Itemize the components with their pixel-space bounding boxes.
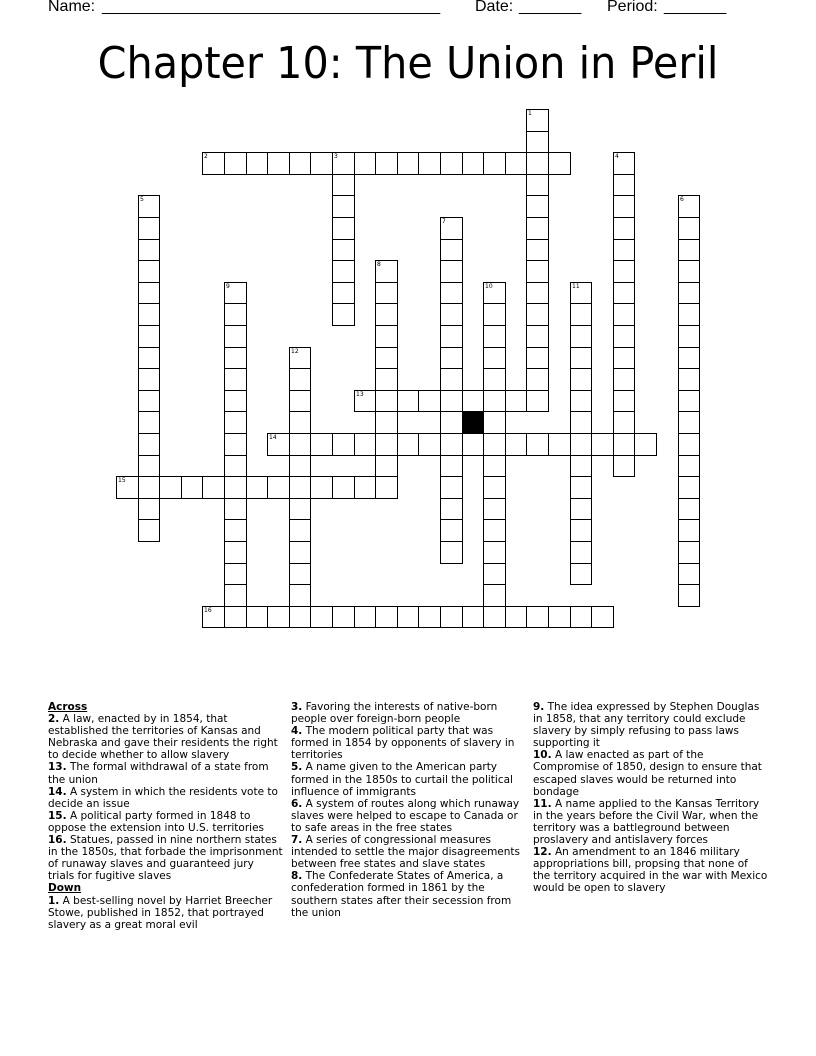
crossword-cell[interactable] (138, 195, 160, 218)
crossword-cell[interactable] (613, 433, 635, 456)
crossword-cell[interactable] (613, 174, 635, 196)
crossword-cell[interactable] (246, 152, 268, 175)
crossword-cell[interactable] (138, 433, 160, 456)
clue-text: A best-selling novel by Harriet Breecher Stowe, published in 1852, that portrayed slavery as a great moral evil (48, 894, 273, 931)
crossword-cell[interactable] (224, 541, 247, 564)
crossword-cell[interactable] (138, 239, 160, 261)
crossword-cell[interactable] (310, 433, 333, 456)
crossword-cell[interactable] (332, 260, 355, 283)
crossword-cell[interactable] (570, 347, 592, 369)
crossword-cell[interactable] (678, 260, 700, 283)
clue-number: 1. (48, 894, 60, 907)
period-label: Period: (607, 0, 658, 15)
crossword-cell[interactable] (418, 390, 441, 412)
crossword-cell[interactable] (678, 563, 700, 585)
crossword-cell[interactable] (570, 325, 592, 348)
crossword-cell[interactable] (375, 390, 398, 412)
crossword-cell[interactable] (375, 476, 398, 499)
crossword-cell[interactable] (332, 476, 355, 499)
down-clue (291, 725, 526, 761)
crossword-cell[interactable] (570, 303, 592, 326)
crossword-cell[interactable] (332, 217, 355, 240)
crossword-cell[interactable] (332, 239, 355, 261)
crossword-cell[interactable] (289, 347, 311, 369)
crossword-cell[interactable] (310, 606, 333, 628)
across-clue (48, 834, 283, 882)
clue-number: 15. (48, 809, 67, 822)
clue-number: 5. (291, 761, 303, 774)
clue-text: An amendment to an 1846 military appropriations bill, propsing that none of the territory acquired in the war with Mexico would be open to slavery (533, 846, 768, 895)
crossword-cell[interactable] (267, 476, 290, 499)
crossword-cell[interactable] (224, 606, 247, 628)
crossword-cell[interactable] (483, 455, 506, 477)
crossword-cell[interactable] (440, 433, 463, 456)
crossword-cell[interactable] (483, 498, 506, 520)
crossword-cell[interactable] (613, 260, 635, 283)
crossword-cell[interactable] (526, 131, 549, 153)
down-clue (291, 798, 526, 834)
crossword-cell[interactable] (375, 455, 398, 477)
crossword-cell[interactable] (224, 282, 247, 304)
crossword-cell[interactable] (678, 541, 700, 564)
crossword-cell[interactable] (591, 433, 614, 456)
crossword-cell[interactable] (505, 390, 527, 412)
crossword-cell[interactable] (505, 152, 527, 175)
crossword-cell[interactable] (570, 390, 592, 412)
crossword-cell[interactable] (678, 325, 700, 348)
crossword-cell[interactable] (548, 433, 571, 456)
down-clue (291, 701, 526, 725)
crossword-cell[interactable] (526, 606, 549, 628)
clue-text: A system in which the residents vote to decide an issue (48, 785, 278, 810)
crossword-cell[interactable] (526, 347, 549, 369)
date-blank: _______ (519, 0, 582, 15)
clue-number: 11. (533, 797, 552, 810)
crossword-cell[interactable] (570, 606, 592, 628)
clue-number-label: 16 (204, 607, 212, 614)
crossword-cell[interactable] (375, 411, 398, 434)
crossword-cell[interactable] (526, 325, 549, 348)
clue-number-label: 12 (291, 348, 299, 355)
crossword-cell[interactable] (678, 476, 700, 499)
crossword-cell[interactable] (289, 563, 311, 585)
crossword-cell[interactable] (354, 606, 376, 628)
clue-number-label: 1 (528, 110, 532, 117)
crossword-cell[interactable] (526, 174, 549, 196)
crossword-cell[interactable] (526, 109, 549, 132)
crossword-cell[interactable] (526, 260, 549, 283)
clue-number-label: 15 (118, 477, 126, 484)
crossword-cell[interactable] (224, 455, 247, 477)
crossword-cell[interactable] (440, 303, 463, 326)
crossword-cell[interactable] (440, 347, 463, 369)
crossword-cell[interactable] (613, 303, 635, 326)
crossword-cell[interactable] (678, 433, 700, 456)
crossword-cell[interactable] (613, 347, 635, 369)
crossword-black-cell (462, 411, 484, 434)
crossword-cell[interactable] (375, 433, 398, 456)
clue-text: The formal withdrawal of a state from the union (48, 761, 269, 786)
crossword-cell[interactable] (332, 303, 355, 326)
crossword-cell[interactable] (138, 260, 160, 283)
crossword-cell[interactable] (526, 282, 549, 304)
crossword-cell[interactable] (613, 325, 635, 348)
crossword-cell[interactable] (505, 606, 527, 628)
crossword-cell[interactable] (246, 606, 268, 628)
crossword-cell[interactable] (289, 519, 311, 542)
down-clue (291, 870, 526, 918)
crossword-cell[interactable] (678, 282, 700, 304)
crossword-cell[interactable] (310, 152, 333, 175)
crossword-cell[interactable] (440, 368, 463, 391)
crossword-cell[interactable] (397, 152, 419, 175)
crossword-cell[interactable] (267, 433, 290, 456)
clue-number-label: 6 (680, 196, 684, 203)
crossword-cell[interactable] (332, 195, 355, 218)
crossword-cell[interactable] (526, 303, 549, 326)
crossword-cell[interactable] (224, 433, 247, 456)
across-clue (48, 713, 283, 761)
crossword-cell[interactable] (570, 411, 592, 434)
crossword-cell[interactable] (224, 498, 247, 520)
crossword-cell[interactable] (613, 239, 635, 261)
crossword-cell[interactable] (462, 433, 484, 456)
crossword-cell[interactable] (224, 347, 247, 369)
crossword-cell[interactable] (138, 455, 160, 477)
clue-number-label: 13 (356, 391, 364, 398)
crossword-cell[interactable] (440, 390, 463, 412)
down-clue (533, 749, 768, 797)
crossword-cell[interactable] (526, 195, 549, 218)
clue-text: A system of routes along which runaway slaves were helped to escape to Canada or to safe areas in the free states (291, 797, 520, 834)
date-label: Date: (475, 0, 514, 15)
clue-text: The Confederate States of America, a confederation formed in 1861 by the southern states after their secession from the union (291, 870, 512, 919)
crossword-cell[interactable] (224, 476, 247, 499)
crossword-cell[interactable] (224, 584, 247, 607)
crossword-cell[interactable] (289, 498, 311, 520)
crossword-cell[interactable] (418, 433, 441, 456)
crossword-cell[interactable] (138, 411, 160, 434)
crossword-cell[interactable] (224, 303, 247, 326)
clue-number: 10. (533, 749, 552, 762)
clue-number: 12. (533, 846, 552, 859)
crossword-cell[interactable] (138, 519, 160, 542)
crossword-cell[interactable] (289, 411, 311, 434)
crossword-cell[interactable] (375, 368, 398, 391)
clue-number-label: 14 (269, 434, 277, 441)
crossword-cell[interactable] (570, 455, 592, 477)
crossword-cell[interactable] (354, 390, 376, 412)
crossword-cell[interactable] (440, 476, 463, 499)
crossword-cell[interactable] (483, 325, 506, 348)
crossword-cell[interactable] (138, 347, 160, 369)
crossword-cell[interactable] (526, 152, 549, 175)
crossword-cell[interactable] (570, 476, 592, 499)
clue-text: The modern political party that was formed in 1854 by opponents of slavery in territories (291, 725, 515, 762)
crossword-cell[interactable] (224, 368, 247, 391)
crossword-cell[interactable] (548, 606, 571, 628)
crossword-cell[interactable] (138, 282, 160, 304)
crossword-cell[interactable] (440, 325, 463, 348)
crossword-cell[interactable] (224, 390, 247, 412)
crossword-cell[interactable] (613, 411, 635, 434)
crossword-cell[interactable] (483, 347, 506, 369)
crossword-cell[interactable] (202, 606, 225, 628)
crossword-cell[interactable] (289, 476, 311, 499)
clue-number: 4. (291, 725, 303, 738)
crossword-cell[interactable] (483, 519, 506, 542)
clue-column-1 (48, 701, 283, 931)
crossword-cell[interactable] (397, 390, 419, 412)
crossword-cell[interactable] (483, 584, 506, 607)
crossword-cell[interactable] (591, 606, 614, 628)
name-blank: ______________________________________ (102, 0, 441, 15)
crossword-cell[interactable] (678, 411, 700, 434)
crossword-cell[interactable] (224, 325, 247, 348)
crossword-cell[interactable] (289, 152, 311, 175)
clue-number-label: 3 (334, 153, 338, 160)
crossword-cell[interactable] (289, 390, 311, 412)
clue-number-label: 9 (226, 283, 230, 290)
crossword-cell[interactable] (138, 476, 160, 499)
clue-number: 8. (291, 870, 303, 883)
crossword-cell[interactable] (332, 152, 355, 175)
clue-number: 9. (533, 701, 545, 713)
crossword-cell[interactable] (526, 239, 549, 261)
crossword-cell[interactable] (440, 606, 463, 628)
clue-number: 2. (48, 713, 60, 726)
clue-text: A political party formed in 1848 to oppose the extension into U.S. territories (48, 809, 265, 834)
crossword-cell[interactable] (570, 498, 592, 520)
crossword-cell[interactable] (613, 217, 635, 240)
clue-text: A name given to the American party formed in the 1850s to curtail the political influence of immigrants (291, 761, 513, 798)
crossword-cell[interactable] (289, 455, 311, 477)
crossword-cell[interactable] (267, 606, 290, 628)
crossword-cell[interactable] (570, 282, 592, 304)
crossword-cell[interactable] (483, 411, 506, 434)
crossword-cell[interactable] (332, 282, 355, 304)
crossword-cell[interactable] (332, 433, 355, 456)
crossword-cell[interactable] (375, 606, 398, 628)
crossword-cell[interactable] (375, 282, 398, 304)
across-clue (48, 761, 283, 785)
crossword-cell[interactable] (138, 217, 160, 240)
crossword-cell[interactable] (613, 195, 635, 218)
crossword-cell[interactable] (181, 476, 203, 499)
crossword-cell[interactable] (138, 368, 160, 391)
crossword-cell[interactable] (678, 519, 700, 542)
crossword-cell[interactable] (289, 606, 311, 628)
clue-text: A name applied to the Kansas Territory in the years before the Civil War, when the territory was a battleground between proslavery and antislavery forces (533, 797, 760, 847)
clue-number-label: 11 (572, 283, 580, 290)
crossword-cell[interactable] (246, 476, 268, 499)
crossword-cell[interactable] (570, 541, 592, 564)
crossword-cell[interactable] (375, 303, 398, 326)
crossword-cell[interactable] (440, 498, 463, 520)
crossword-cell[interactable] (526, 368, 549, 391)
crossword-cell[interactable] (613, 152, 635, 175)
across-heading: Across (48, 701, 88, 713)
crossword-cell[interactable] (397, 606, 419, 628)
crossword-cell[interactable] (440, 282, 463, 304)
down-clue (533, 701, 768, 749)
crossword-cell[interactable] (440, 239, 463, 261)
crossword-cell[interactable] (678, 498, 700, 520)
down-clue (533, 798, 768, 846)
crossword-cell[interactable] (483, 541, 506, 564)
crossword-cell[interactable] (613, 368, 635, 391)
crossword-cell[interactable] (202, 476, 225, 499)
down-heading: Down (48, 882, 82, 895)
crossword-cell[interactable] (375, 325, 398, 348)
crossword-cell[interactable] (678, 303, 700, 326)
crossword-cell[interactable] (483, 368, 506, 391)
crossword-cell[interactable] (224, 411, 247, 434)
crossword-cell[interactable] (548, 152, 571, 175)
crossword-cell[interactable] (440, 519, 463, 542)
crossword-cell[interactable] (354, 476, 376, 499)
clue-number-label: 4 (615, 153, 619, 160)
crossword-cell[interactable] (483, 282, 506, 304)
crossword-cell[interactable] (138, 325, 160, 348)
crossword-cell[interactable] (526, 433, 549, 456)
crossword-cell[interactable] (483, 303, 506, 326)
clue-column-2 (291, 701, 526, 919)
crossword-cell[interactable] (418, 152, 441, 175)
crossword-cell[interactable] (354, 152, 376, 175)
crossword-cell[interactable] (526, 390, 549, 412)
clue-text: Statues, passed in nine northern states in the 1850s, that forbade the imprisonment of runaway slaves and guaranteed jury trials for fugitive slaves (48, 834, 283, 883)
clue-number: 3. (291, 701, 303, 713)
crossword-cell[interactable] (483, 152, 506, 175)
crossword-cell[interactable] (634, 433, 657, 456)
crossword-cell[interactable] (570, 368, 592, 391)
clue-text: A law, enacted by in 1854, that established the territories of Kansas and Nebraska and gave their residents the right to decide whether to allow slavery (48, 713, 278, 762)
crossword-cell[interactable] (678, 390, 700, 412)
across-clue (48, 786, 283, 810)
crossword-cell[interactable] (678, 584, 700, 607)
crossword-cell[interactable] (310, 476, 333, 499)
clue-number: 16. (48, 834, 67, 847)
crossword-cell[interactable] (483, 606, 506, 628)
crossword-cell[interactable] (613, 455, 635, 477)
period-blank: _______ (664, 0, 727, 15)
crossword-cell[interactable] (678, 195, 700, 218)
crossword-cell[interactable] (224, 519, 247, 542)
crossword-cell[interactable] (116, 476, 139, 499)
crossword-cell[interactable] (678, 217, 700, 240)
down-clue (291, 834, 526, 870)
clue-text: A law enacted as part of the Compromise of 1850, design to ensure that escaped slaves would be returned into bondage (533, 749, 762, 798)
crossword-cell[interactable] (570, 433, 592, 456)
crossword-cell[interactable] (613, 390, 635, 412)
crossword-cell[interactable] (483, 433, 506, 456)
crossword-cell[interactable] (375, 347, 398, 369)
crossword-cell[interactable] (397, 433, 419, 456)
crossword-cell[interactable] (440, 260, 463, 283)
clue-number: 14. (48, 785, 67, 798)
crossword-cell[interactable] (224, 563, 247, 585)
clue-text: A series of congressional measures intended to settle the major disagreements between free states and slave states (291, 834, 521, 871)
crossword-cell[interactable] (462, 152, 484, 175)
crossword-cell[interactable] (678, 368, 700, 391)
clue-number-label: 8 (377, 261, 381, 268)
crossword-cell[interactable] (440, 541, 463, 564)
crossword-cell[interactable] (159, 476, 182, 499)
crossword-cell[interactable] (678, 347, 700, 369)
down-clue (291, 761, 526, 797)
crossword-cell[interactable] (289, 433, 311, 456)
crossword-cell[interactable] (440, 217, 463, 240)
clue-number-label: 10 (485, 283, 493, 290)
clue-number: 6. (291, 797, 303, 810)
crossword-cell[interactable] (440, 152, 463, 175)
clue-text: Favoring the interests of native-born people over foreign-born people (291, 701, 498, 726)
crossword-cell[interactable] (289, 541, 311, 564)
crossword-cell[interactable] (483, 563, 506, 585)
clue-number-label: 7 (442, 218, 446, 225)
crossword-cell[interactable] (526, 217, 549, 240)
crossword-cell[interactable] (462, 606, 484, 628)
crossword-cell[interactable] (289, 368, 311, 391)
crossword-cell[interactable] (483, 390, 506, 412)
crossword-cell[interactable] (138, 390, 160, 412)
crossword-cell[interactable] (354, 433, 376, 456)
crossword-cell[interactable] (570, 563, 592, 585)
crossword-cell[interactable] (418, 606, 441, 628)
clue-text: The idea expressed by Stephen Douglas in 1858, that any territory could exclude slavery by simply refusing to pass laws supporting it (533, 701, 760, 750)
crossword-cell[interactable] (224, 152, 247, 175)
clue-number: 13. (48, 761, 67, 774)
crossword-cell[interactable] (375, 152, 398, 175)
crossword-cell[interactable] (138, 498, 160, 520)
clue-number: 7. (291, 834, 303, 847)
crossword-cell[interactable] (440, 411, 463, 434)
crossword-cell[interactable] (375, 260, 398, 283)
crossword-cell[interactable] (289, 584, 311, 607)
clue-column-3 (533, 701, 768, 895)
crossword-cell[interactable] (462, 390, 484, 412)
down-clue (533, 846, 768, 894)
crossword-cell[interactable] (570, 519, 592, 542)
crossword-cell[interactable] (332, 606, 355, 628)
name-label: Name: (48, 0, 96, 15)
crossword-cell[interactable] (332, 174, 355, 196)
clue-number-label: 2 (204, 153, 208, 160)
across-clue (48, 810, 283, 834)
clue-number-label: 5 (140, 196, 144, 203)
crossword-cell[interactable] (678, 455, 700, 477)
crossword-cell[interactable] (505, 433, 527, 456)
crossword-cell[interactable] (202, 152, 225, 175)
crossword-cell[interactable] (483, 476, 506, 499)
page-title: Chapter 10: The Union in Peril (97, 38, 719, 89)
crossword-cell[interactable] (440, 455, 463, 477)
crossword-cell[interactable] (267, 152, 290, 175)
down-clue (48, 895, 283, 931)
crossword-cell[interactable] (138, 303, 160, 326)
crossword-cell[interactable] (678, 239, 700, 261)
crossword-cell[interactable] (613, 282, 635, 304)
